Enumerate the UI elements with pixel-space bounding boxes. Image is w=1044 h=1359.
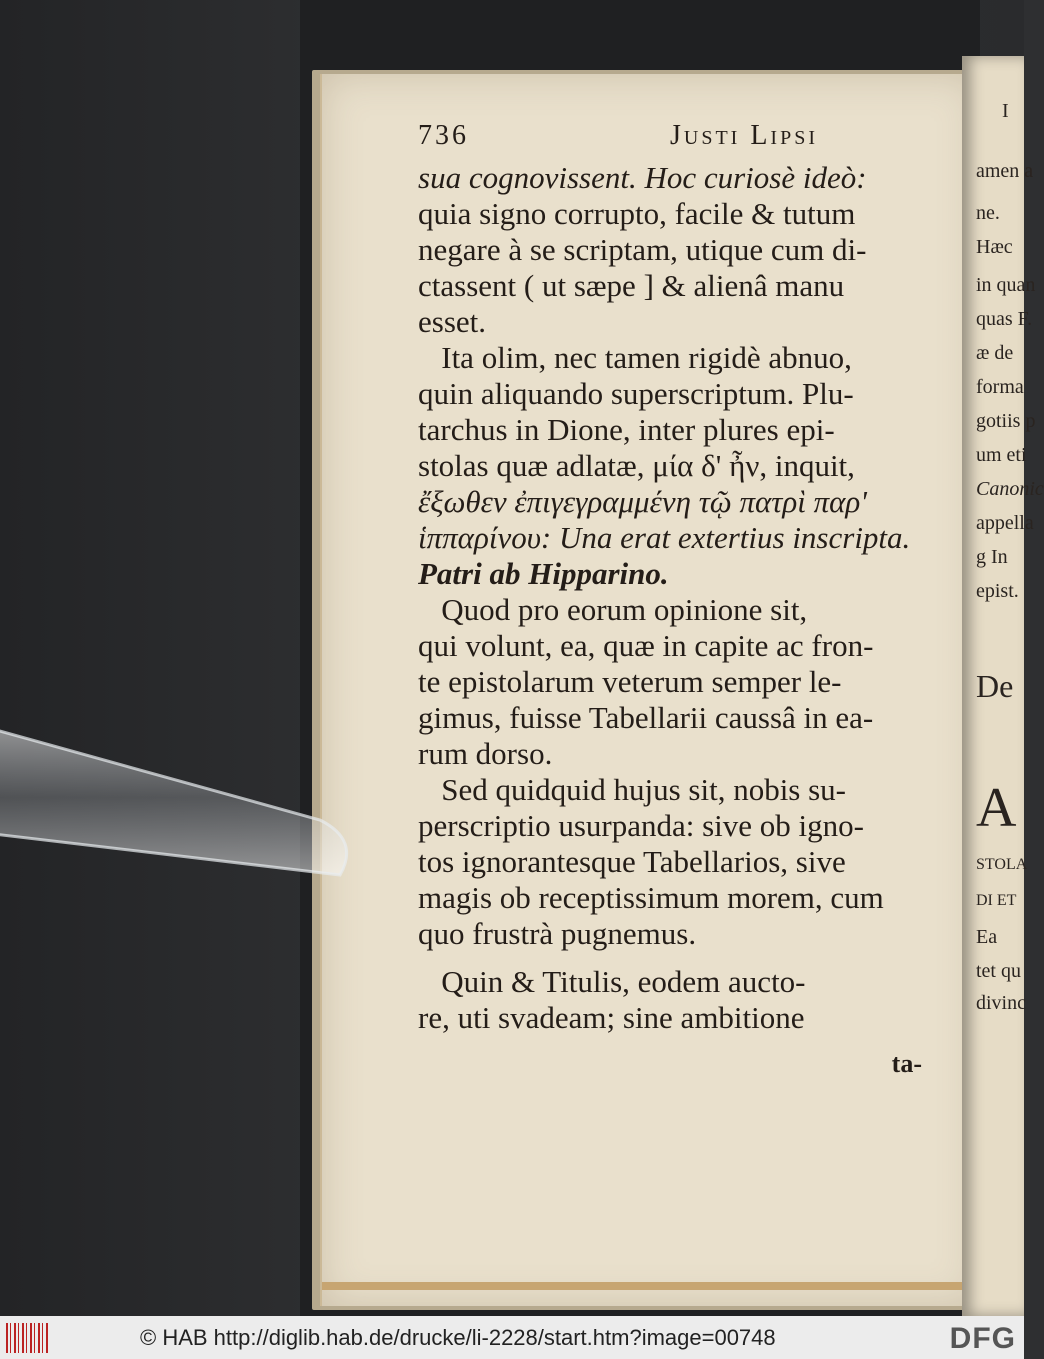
next-page-fragment bbox=[962, 56, 1044, 1316]
next-page-line: amen a bbox=[976, 160, 1034, 182]
greek-line: ἔξωθεν ἐπιγεγραμμένη τῷ πατρὶ παρ' bbox=[418, 484, 867, 519]
text-line: Quod pro eorum opinione sit, bbox=[418, 592, 808, 627]
text-line: qui volunt, ea, quæ in capite ac fron- bbox=[418, 628, 874, 663]
text-line: negare à se scriptam, utique cum di- bbox=[418, 232, 867, 267]
text-line: quia signo corrupto, facile & tutum bbox=[418, 196, 856, 231]
next-page-line: STOLA bbox=[976, 856, 1028, 873]
text-line: stolas quæ adlatæ, μία δ' ἦν, inquit, bbox=[418, 448, 855, 483]
next-page-line: tet qu bbox=[976, 960, 1021, 982]
next-page-line: Hæc bbox=[976, 236, 1013, 258]
next-page-line: epist. bbox=[976, 580, 1019, 602]
dfg-logo: DFG bbox=[949, 1322, 1016, 1355]
next-page-line: um eti bbox=[976, 444, 1027, 466]
next-page-line: gotiis p bbox=[976, 410, 1036, 432]
text-line: magis ob receptissimum morem, cum bbox=[418, 880, 884, 915]
next-page-line: Ea bbox=[976, 926, 998, 948]
text-line: ctassent ( ut sæpe ] & alienâ manu bbox=[418, 268, 845, 303]
greek-line: ἱππαρίνου: Una erat extertius inscripta. bbox=[418, 520, 911, 555]
next-page-line: I bbox=[1002, 100, 1009, 122]
text-line: tarchus in Dione, inter plures epi- bbox=[418, 412, 835, 447]
next-page-line: quas F. bbox=[976, 308, 1033, 330]
text-line: quin aliquando superscriptum. Plu- bbox=[418, 376, 854, 411]
next-page-line: æ de bbox=[976, 342, 1014, 364]
copyright-link[interactable]: © HAB http://diglib.hab.de/drucke/li-2228/start.htm?image=00748 bbox=[140, 1324, 776, 1350]
text-line: perscriptio usurpanda: sive ob igno- bbox=[418, 808, 864, 843]
running-head: Justi Lipsi bbox=[669, 120, 818, 151]
paragraph-gap bbox=[418, 952, 938, 964]
text-line: sua cognovissent. Hoc curiosè ideò: bbox=[418, 160, 867, 195]
next-page-line: divinc bbox=[976, 992, 1026, 1014]
text-line: Ita olim, nec tamen rigidè abnuo, bbox=[418, 340, 852, 375]
running-header bbox=[418, 118, 938, 154]
next-page-line: forma bbox=[976, 376, 1024, 398]
next-page-heading: De bbox=[976, 668, 1014, 704]
next-page-line: in quan bbox=[976, 274, 1036, 296]
text-line: gimus, fuisse Tabellarii caussâ in ea- bbox=[418, 700, 874, 735]
text-line: Patri ab Hipparino. bbox=[418, 556, 669, 591]
text-line: esset. bbox=[418, 304, 487, 339]
next-page-line: g In bbox=[976, 546, 1008, 568]
page-number: 736 bbox=[418, 120, 469, 151]
text-line: Quin & Titulis, eodem aucto- bbox=[418, 964, 806, 999]
page-bottom-edge bbox=[322, 1282, 974, 1290]
barcode-icon bbox=[6, 1323, 48, 1353]
text-line: te epistolarum veterum semper le- bbox=[418, 664, 842, 699]
catchword: ta- bbox=[891, 1049, 922, 1078]
footer-bar bbox=[0, 1316, 1024, 1359]
next-page-line: ne. bbox=[976, 202, 1000, 224]
text-line: rum dorso. bbox=[418, 736, 553, 771]
page-text bbox=[418, 118, 938, 1082]
text-line: tos ignorantesque Tabellarios, sive bbox=[418, 844, 846, 879]
text-line: re, uti svadeam; sine ambitione bbox=[418, 1000, 805, 1035]
text-line: Sed quidquid hujus sit, nobis su- bbox=[418, 772, 847, 807]
next-page-line: Canonic bbox=[976, 478, 1044, 500]
next-page-line: DI ET bbox=[976, 892, 1017, 909]
next-page-initial: A bbox=[976, 777, 1017, 839]
text-line: quo frustrà pugnemus. bbox=[418, 916, 697, 951]
next-page-line: appella bbox=[976, 512, 1034, 534]
